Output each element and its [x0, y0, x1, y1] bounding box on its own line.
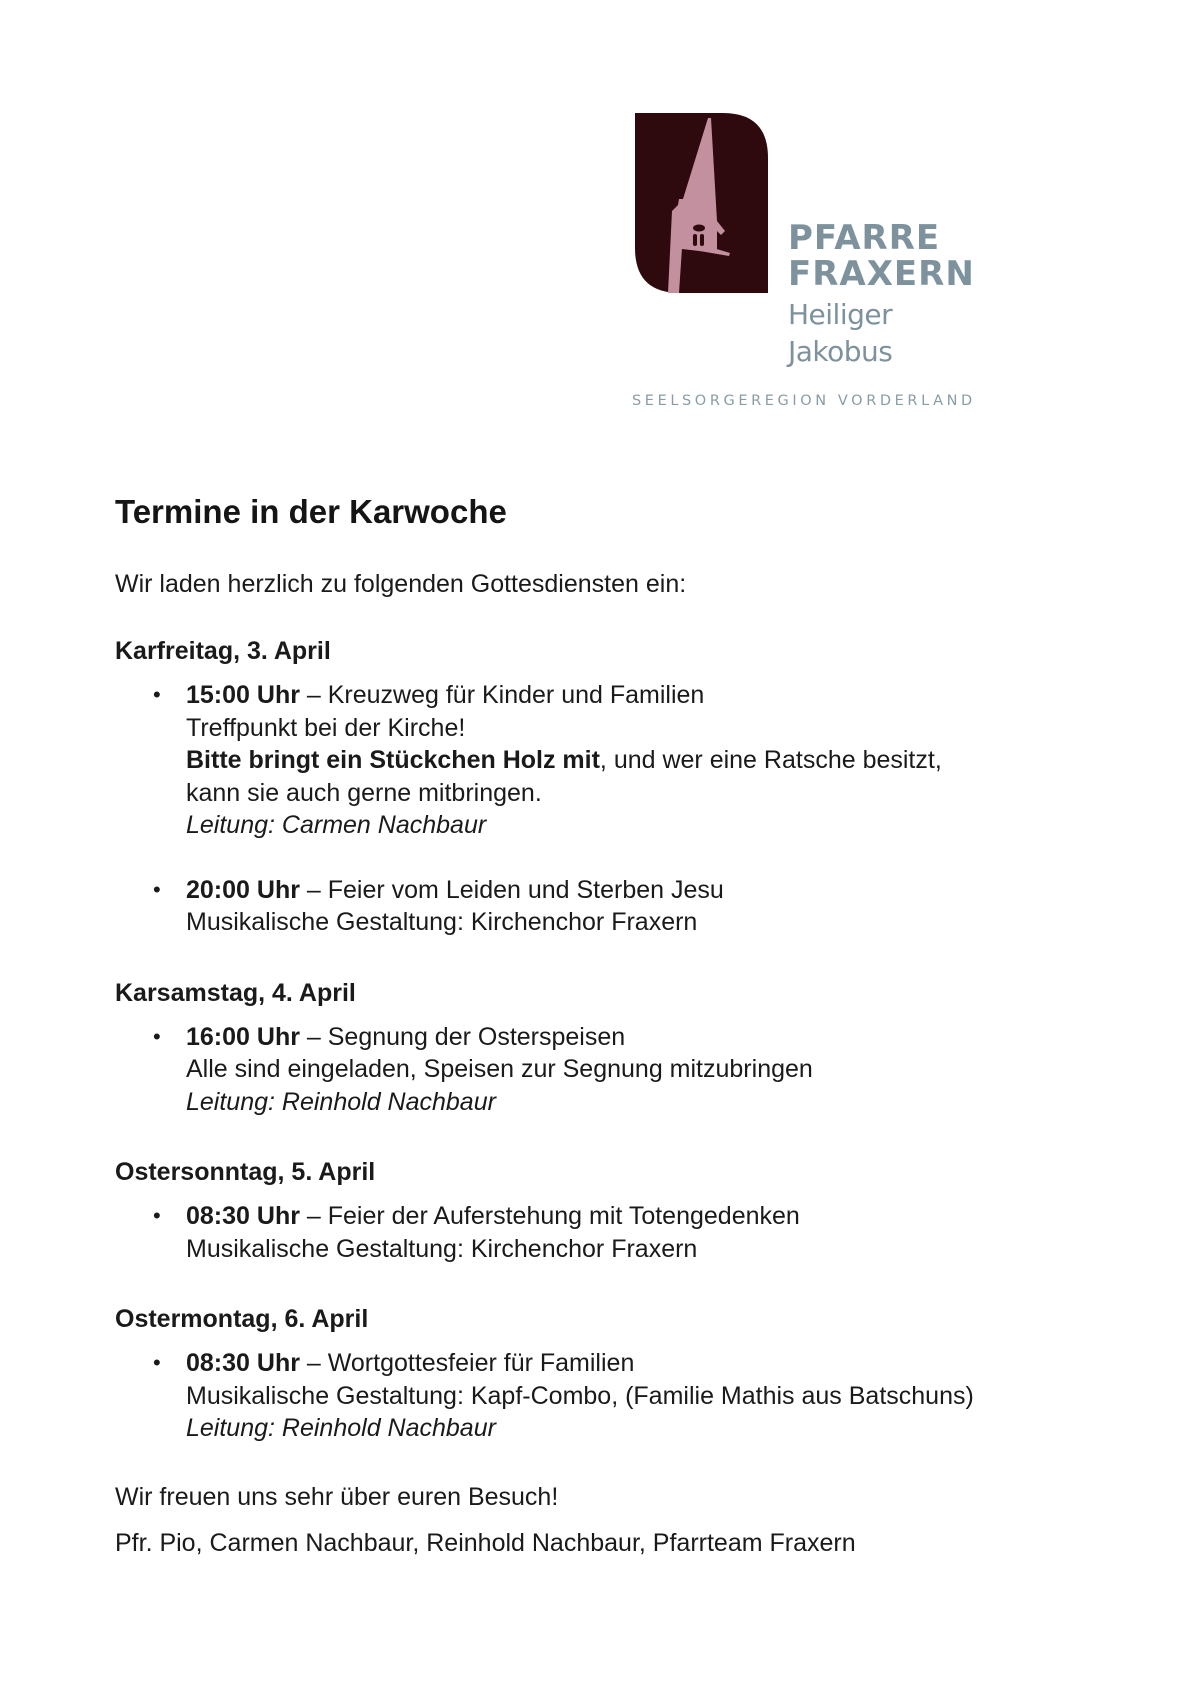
logo-name-line1: PFARRE [788, 218, 941, 258]
event-note: Alle sind eingeladen, Speisen zur Segnung mitzubringen [186, 1055, 813, 1083]
bullet-icon: • [153, 876, 161, 902]
intro-text: Wir laden herzlich zu folgenden Gottesdiensten ein: [115, 570, 687, 598]
event-title: Segnung der Osterspeisen [327, 1022, 626, 1051]
logo-parish-name [788, 220, 975, 292]
day-heading-ostermontag: Ostermontag, 6. April [115, 1305, 369, 1333]
logo-region: SEELSORGEREGION VORDERLAND [632, 393, 976, 409]
event-time: 20:00 Uhr [186, 875, 300, 904]
document-body [115, 490, 1095, 1559]
separator: – [299, 1022, 328, 1051]
event-title-line [186, 1021, 1095, 1054]
bullet-icon: • [153, 682, 161, 707]
bullet-icon: • [153, 1350, 161, 1375]
event-list [115, 679, 1095, 939]
event-leader: Leitung: Reinhold Nachbaur [186, 1087, 496, 1116]
event-time: 08:30 Uhr [186, 1349, 300, 1377]
event-music: Musikalische Gestaltung: Kapf-Combo, (Familie Mathis aus Batschuns) [186, 1381, 974, 1410]
church-spire-logo-icon [635, 113, 768, 293]
event-leader: Leitung: Reinhold Nachbaur [186, 1414, 496, 1442]
logo-patron [788, 296, 892, 370]
event-music: Musikalische Gestaltung: Kirchenchor Fraxern [186, 908, 698, 936]
event-time: 15:00 Uhr [186, 681, 300, 709]
event-list [115, 1347, 1095, 1445]
page-title: Termine in der Karwoche [115, 493, 507, 530]
event-list [115, 1021, 1095, 1119]
separator: – [299, 681, 328, 709]
day-heading-karfreitag: Karfreitag, 3. April [115, 637, 331, 665]
event-note: Treffpunkt bei der Kirche! [186, 713, 466, 742]
day-heading-ostersonntag: Ostersonntag, 5. April [115, 1158, 376, 1186]
event-list [115, 1200, 1095, 1265]
closing-text: Wir freuen uns sehr über euren Besuch! [115, 1482, 559, 1511]
event-time: 16:00 Uhr [186, 1022, 300, 1051]
event-note-continuation: , und wer eine Ratsche besitzt, [599, 746, 942, 774]
event-note-request [186, 744, 1095, 777]
separator: – [299, 1349, 328, 1377]
event-title-line [186, 1347, 1095, 1380]
event-title-line [186, 1200, 1095, 1233]
signature: Pfr. Pio, Carmen Nachbaur, Reinhold Nachbaur, Pfarrteam Fraxern [115, 1528, 856, 1557]
bullet-icon: • [153, 1023, 161, 1049]
event-title: Wortgottesfeier für Familien [327, 1349, 635, 1377]
event-item [115, 1200, 1095, 1265]
bullet-icon: • [153, 1203, 161, 1228]
event-leader: Leitung: Carmen Nachbaur [186, 811, 487, 839]
event-title: Feier der Auferstehung mit Totengedenken [327, 1202, 800, 1230]
event-music: Musikalische Gestaltung: Kirchenchor Fraxern [186, 1234, 698, 1263]
event-item [115, 1021, 1095, 1119]
event-title-line [186, 679, 1095, 712]
event-item [115, 874, 1095, 939]
event-time: 08:30 Uhr [186, 1202, 300, 1230]
logo-name-line2: FRAXERN [788, 254, 975, 294]
event-note-bold: Bitte bringt ein Stückchen Holz mit [186, 746, 600, 774]
event-title: Feier vom Leiden und Sterben Jesu [327, 875, 724, 904]
separator: – [299, 875, 328, 904]
event-title: Kreuzweg für Kinder und Familien [327, 681, 705, 709]
event-item [115, 1347, 1095, 1445]
logo-patron-line2: Jakobus [788, 335, 893, 368]
event-title-line [186, 874, 1095, 907]
day-heading-karsamstag: Karsamstag, 4. April [115, 978, 356, 1007]
parish-logo [632, 110, 976, 420]
event-note-line2: kann sie auch gerne mitbringen. [186, 778, 542, 807]
event-item [115, 679, 1095, 842]
separator: – [299, 1202, 328, 1230]
logo-patron-line1: Heiliger [788, 298, 893, 331]
